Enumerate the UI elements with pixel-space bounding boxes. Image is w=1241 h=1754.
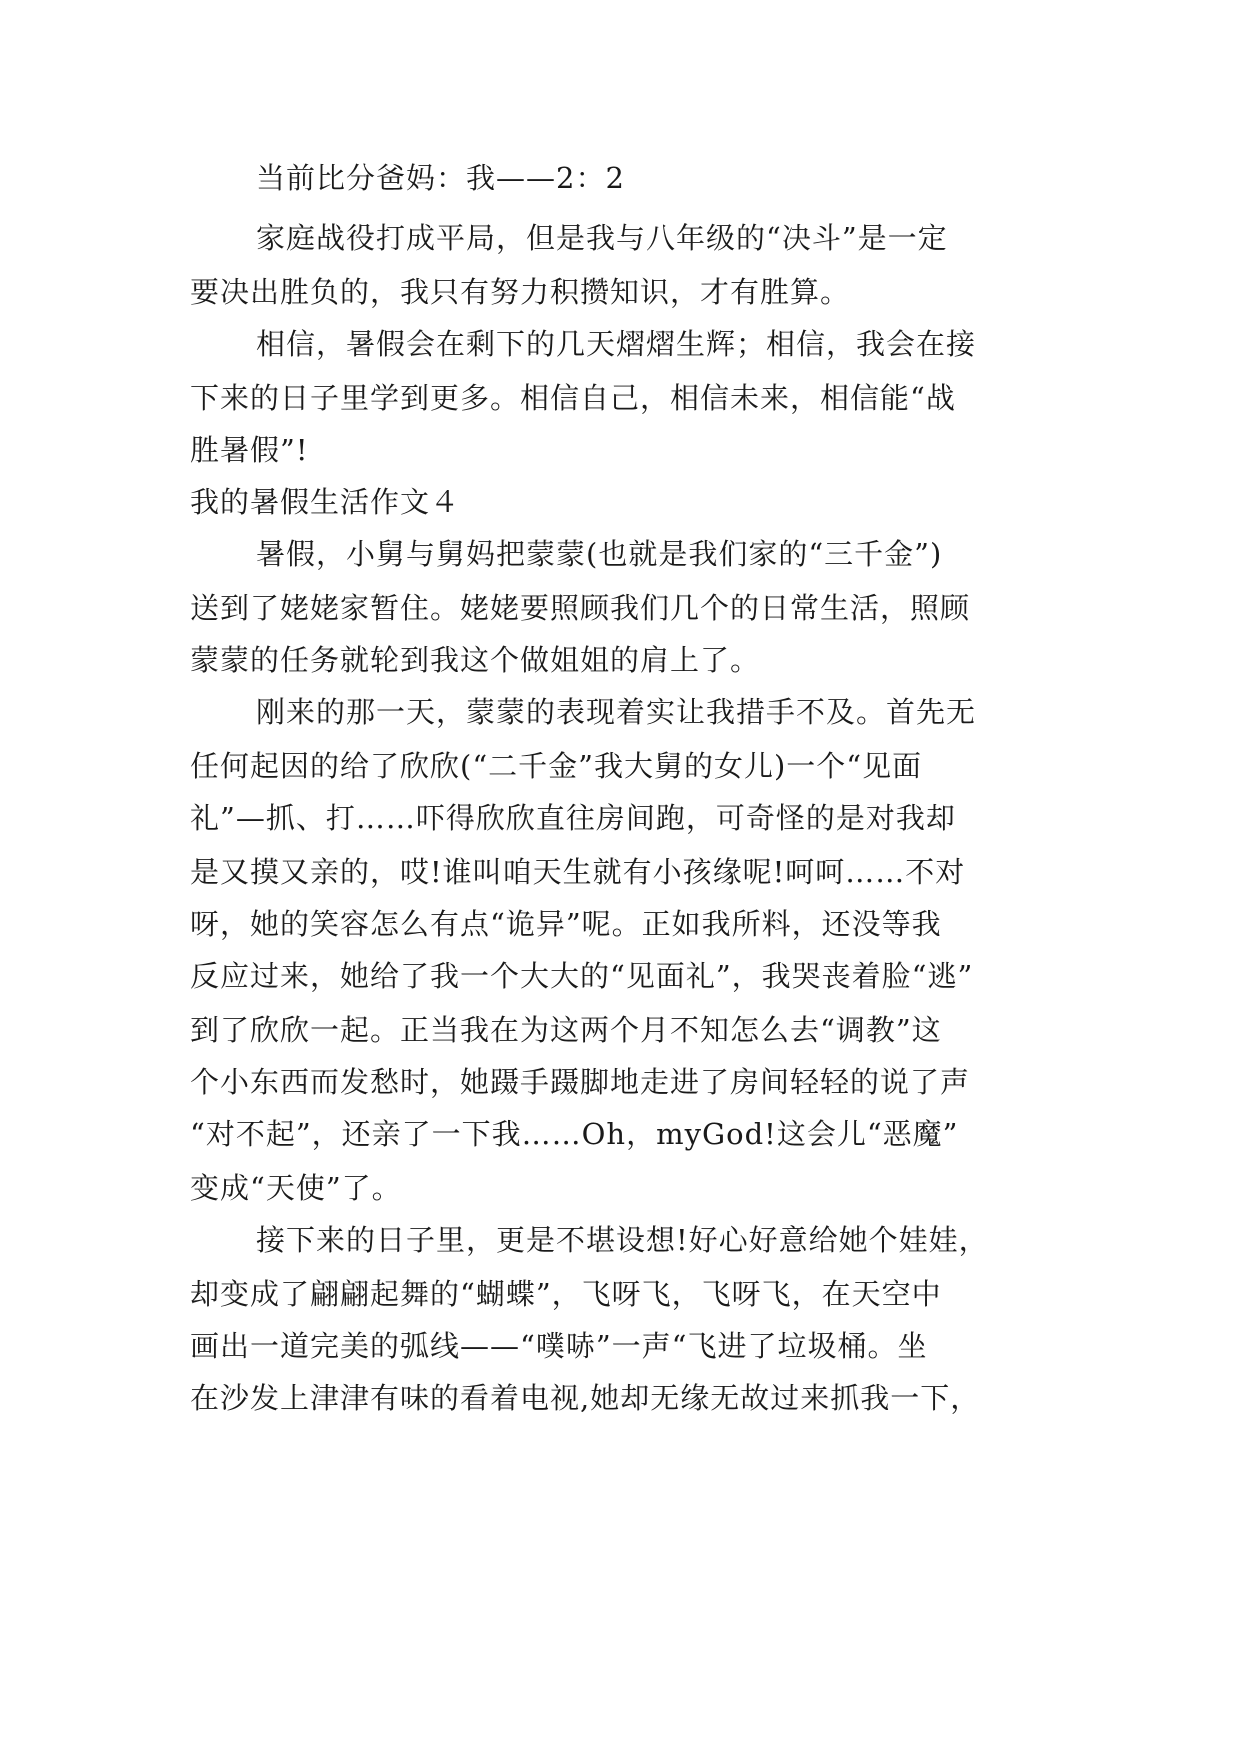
text-line: 下来的日子里学到更多。相信自己，相信未来，相信能“战 <box>190 381 956 415</box>
text-line: 刚来的那一天，蒙蒙的表现着实让我措手不及。首先无 <box>256 695 977 729</box>
text-line: 蒙蒙的任务就轮到我这个做姐姐的肩上了。 <box>190 643 761 677</box>
text-line: 要决出胜负的，我只有努力积攒知识，才有胜算。 <box>190 275 851 309</box>
text-line: 个小东西而发愁时，她蹑手蹑脚地走进了房间轻轻的说了声 <box>190 1065 971 1099</box>
text-line: 反应过来，她给了我一个大大的“见面礼”，我哭丧着脸“逃” <box>190 959 974 993</box>
text-line: 是又摸又亲的，哎!谁叫咱天生就有小孩缘呢!呵呵……不对 <box>190 855 966 889</box>
text-line: 家庭战役打成平局，但是我与八年级的“决斗”是一定 <box>256 221 948 255</box>
text-line: 相信，暑假会在剩下的几天熠熠生辉；相信，我会在接 <box>256 327 977 361</box>
text-line: 到了欣欣一起。正当我在为这两个月不知怎么去“调教”这 <box>190 1013 942 1047</box>
text-line: 接下来的日子里，更是不堪设想!好心好意给她个娃娃， <box>256 1223 989 1257</box>
text-line: 在沙发上津津有味的看着电视,她却无缘无故过来抓我一下， <box>190 1381 981 1415</box>
text-line: 却变成了翩翩起舞的“蝴蝶”，飞呀飞，飞呀飞，在天空中 <box>190 1277 942 1311</box>
text-line: 呀，她的笑容怎么有点“诡异”呢。正如我所料，还没等我 <box>190 907 942 941</box>
text-line: 任何起因的给了欣欣(“二千金”我大舅的女儿)一个“见面 <box>190 749 923 783</box>
text-line: 暑假，小舅与舅妈把蒙蒙(也就是我们家的“三千金”) <box>256 537 943 571</box>
text-line: 胜暑假”! <box>190 433 309 467</box>
text-line: 送到了姥姥家暂住。姥姥要照顾我们几个的日常生活，照顾 <box>190 591 971 625</box>
text-line: 变成“天使”了。 <box>190 1171 402 1205</box>
text-line: “对不起”，还亲了一下我……Oh，myGod!这会儿“恶魔” <box>190 1117 959 1151</box>
text-line: 当前比分爸妈：我——2：2 <box>256 161 625 195</box>
text-line: 画出一道完美的弧线——“噗哧”一声“飞进了垃圾桶。坐 <box>190 1329 928 1363</box>
text-line: 礼”—抓、打……吓得欣欣直往房间跑，可奇怪的是对我却 <box>190 801 956 835</box>
section-heading: 我的暑假生活作文４ <box>190 485 461 519</box>
